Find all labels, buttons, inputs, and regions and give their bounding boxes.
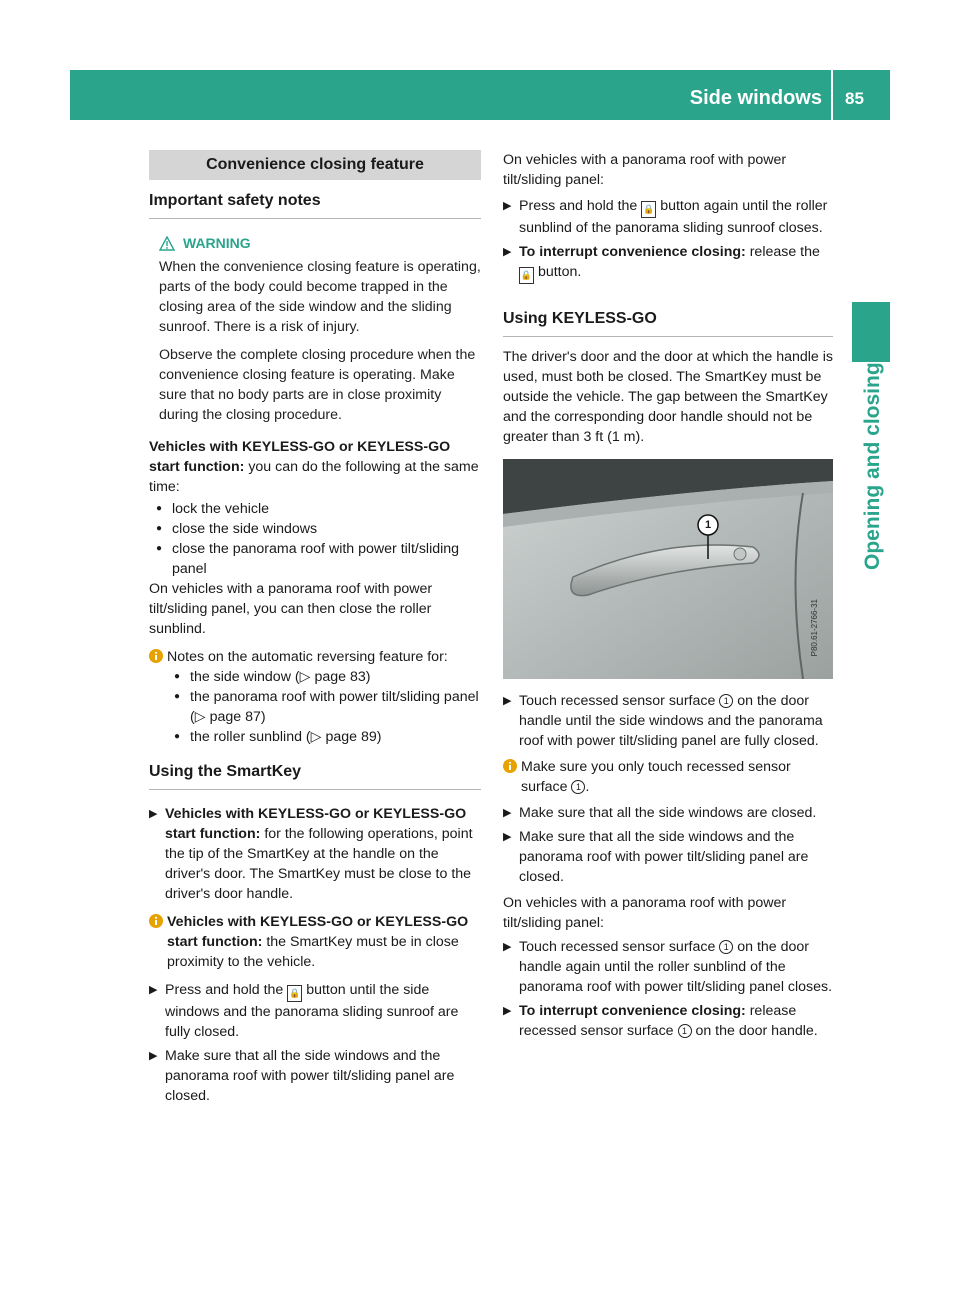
info-icon — [503, 757, 521, 797]
marker-number: 1 — [571, 780, 585, 794]
step-text — [165, 980, 481, 1042]
list-item-text: lock the vehicle — [172, 501, 269, 517]
step-item — [503, 1001, 833, 1041]
marker-number: 1 — [719, 940, 733, 954]
arrow-step-icon: ▶ — [503, 246, 512, 258]
step-item — [503, 196, 833, 238]
info-icon — [149, 912, 167, 972]
callout-marker: 1 — [704, 519, 712, 531]
step-text-part: button again until the roller sunblind of the panorama sliding sunroof closes. — [519, 198, 828, 236]
step-text — [519, 691, 833, 751]
step-text: Make sure that all the side windows and the panorama roof with power tilt/sliding panel are closed. — [165, 1048, 455, 1104]
bullet-list — [149, 499, 481, 579]
step-text — [519, 1001, 833, 1041]
marker-number: 1 — [719, 694, 733, 708]
list-item — [149, 539, 481, 579]
warning-paragraph: When the convenience closing feature is operating, parts of the body could become trapped in the closing area of the side window and the sliding sunroof. There is a risk of injury. — [159, 259, 481, 335]
step-text-part: for the following operations, point the tip of the SmartKey at the handle on the driver's door. The SmartKey must be close to the driver's door handle. — [165, 826, 473, 902]
info-note — [503, 757, 833, 797]
info-text-part: Make sure you only touch recessed sensor surface — [521, 759, 791, 795]
step-item — [503, 937, 833, 997]
header-title: Side windows — [689, 87, 822, 109]
section-tab-marker — [852, 302, 890, 362]
info-note — [149, 912, 481, 972]
list-item — [149, 519, 481, 539]
step-item — [503, 827, 833, 887]
step-item — [503, 691, 833, 751]
info-note-text — [167, 912, 481, 972]
intro-paragraph: On vehicles with a panorama roof with power tilt/sliding panel: — [503, 152, 787, 188]
list-item — [167, 687, 481, 727]
subheading-safety-notes: Important safety notes — [149, 190, 481, 219]
header-divider — [831, 70, 833, 120]
panorama-note: On vehicles with a panorama roof with power tilt/sliding panel, you can then close the roller sunblind. — [149, 581, 433, 637]
arrow-step-icon: ▶ — [503, 807, 512, 819]
list-item — [167, 727, 481, 747]
list-item-text: close the panorama roof with power tilt/sliding panel — [172, 541, 460, 577]
door-handle-photo — [503, 459, 833, 679]
info-note-text: Notes on the automatic reversing feature for: — [167, 649, 448, 665]
arrow-step-icon: ▶ — [503, 1005, 512, 1017]
step-text-part: release recessed sensor surface — [519, 1003, 797, 1039]
step-text — [165, 804, 481, 904]
door-handle-illustration — [503, 459, 833, 679]
lock-icon: 🔒 — [287, 985, 302, 1002]
info-text-part: . — [585, 779, 590, 795]
step-text: Make sure that all the side windows are closed. — [519, 805, 817, 821]
list-item-text: the roller sunblind (▷ page 89) — [190, 729, 382, 745]
arrow-step-icon: ▶ — [149, 984, 158, 996]
step-text-part: Press and hold the — [519, 198, 642, 214]
info-note-body — [167, 647, 481, 747]
arrow-step-icon: ▶ — [503, 941, 512, 953]
step-bold: To interrupt convenience closing: — [519, 1003, 746, 1019]
warning-paragraph: Observe the complete closing procedure when the convenience closing feature is operating. Make sure that no body parts are in close proximity during the closing procedure. — [159, 347, 476, 423]
info-note-text — [521, 757, 833, 797]
warning-title — [159, 233, 481, 253]
warning-triangle-icon — [159, 236, 175, 251]
keyless-paragraph — [149, 437, 481, 497]
step-text-part: on the door handle again until the roller sunblind of the panorama roof with power tilt/sliding panel closes. — [519, 939, 833, 995]
keyless-text: you can do the following at the same time: — [149, 459, 479, 495]
step-text — [519, 242, 833, 284]
step-item — [503, 803, 833, 823]
subheading-keyless-go: Using KEYLESS-GO — [503, 308, 833, 337]
info-bold: Vehicles with KEYLESS-GO or KEYLESS-GO start function: — [167, 914, 469, 950]
info-text-part: the SmartKey must be in close proximity to the vehicle. — [167, 934, 459, 970]
bullet-icon: ● — [174, 691, 181, 702]
step-item — [503, 242, 833, 284]
step-text-part: Touch recessed sensor surface — [519, 939, 720, 955]
warning-box — [149, 219, 481, 427]
step-text-part: button. — [534, 264, 582, 280]
warning-title-text: WARNING — [183, 235, 251, 251]
bullet-icon: ● — [174, 671, 181, 682]
arrow-step-icon: ▶ — [149, 1050, 158, 1062]
page-number: 85 — [845, 89, 864, 108]
keyless-bold: Vehicles with KEYLESS-GO or KEYLESS-GO start function: — [149, 439, 451, 475]
keyless-paragraph: The driver's door and the door at which the handle is used, must both be closed. The SmartKey must be outside the vehicle. The gap between the SmartKey and the corresponding door handle should not be greater than 3 ft (1 m). — [503, 349, 834, 445]
list-item-text: the panorama roof with power tilt/sliding panel (▷ page 87) — [190, 689, 479, 725]
left-column — [149, 150, 481, 1106]
list-item-text: close the side windows — [172, 521, 318, 537]
step-bold: Vehicles with KEYLESS-GO or KEYLESS-GO start function: — [165, 806, 467, 842]
step-text-part: button until the side windows and the panorama sliding sunroof are fully closed. — [165, 982, 459, 1040]
step-text-part: on the door handle. — [691, 1023, 818, 1039]
list-item — [167, 667, 481, 687]
image-code: P80.61-2766-31 — [810, 599, 819, 657]
step-text-part: release the — [745, 244, 820, 260]
step-text-part: Touch recessed sensor surface — [519, 693, 720, 709]
arrow-step-icon: ▶ — [503, 695, 512, 707]
section-title: Convenience closing feature — [149, 150, 481, 180]
info-note — [149, 647, 481, 747]
step-item — [149, 980, 481, 1042]
bullet-icon: ● — [156, 503, 163, 514]
list-item — [149, 499, 481, 519]
subheading-smartkey: Using the SmartKey — [149, 761, 481, 790]
list-item-text: the side window (▷ page 83) — [190, 669, 371, 685]
right-column — [503, 150, 833, 1041]
arrow-step-icon: ▶ — [503, 200, 512, 212]
info-icon — [149, 647, 167, 747]
arrow-step-icon: ▶ — [149, 808, 158, 820]
step-item — [149, 1046, 481, 1106]
step-bold: To interrupt convenience closing: — [519, 244, 746, 260]
bullet-icon: ● — [174, 731, 181, 742]
step-text — [519, 937, 833, 997]
step-text-part: on the door handle until the side windows and the panorama roof with power tilt/sliding panel are fully closed. — [519, 693, 823, 749]
step-item — [149, 804, 481, 904]
bullet-icon: ● — [156, 543, 163, 554]
marker-number: 1 — [678, 1024, 692, 1038]
intro-paragraph: On vehicles with a panorama roof with power tilt/sliding panel: — [503, 895, 787, 931]
bullet-icon: ● — [156, 523, 163, 534]
step-text-part: Press and hold the — [165, 982, 288, 998]
lock-icon: 🔒 — [519, 267, 534, 284]
step-text: Make sure that all the side windows and the panorama roof with power tilt/sliding panel are closed. — [519, 829, 809, 885]
arrow-step-icon: ▶ — [503, 831, 512, 843]
section-tab-label: Opening and closing — [861, 362, 884, 570]
lock-icon: 🔒 — [641, 201, 656, 218]
step-text — [519, 196, 833, 238]
